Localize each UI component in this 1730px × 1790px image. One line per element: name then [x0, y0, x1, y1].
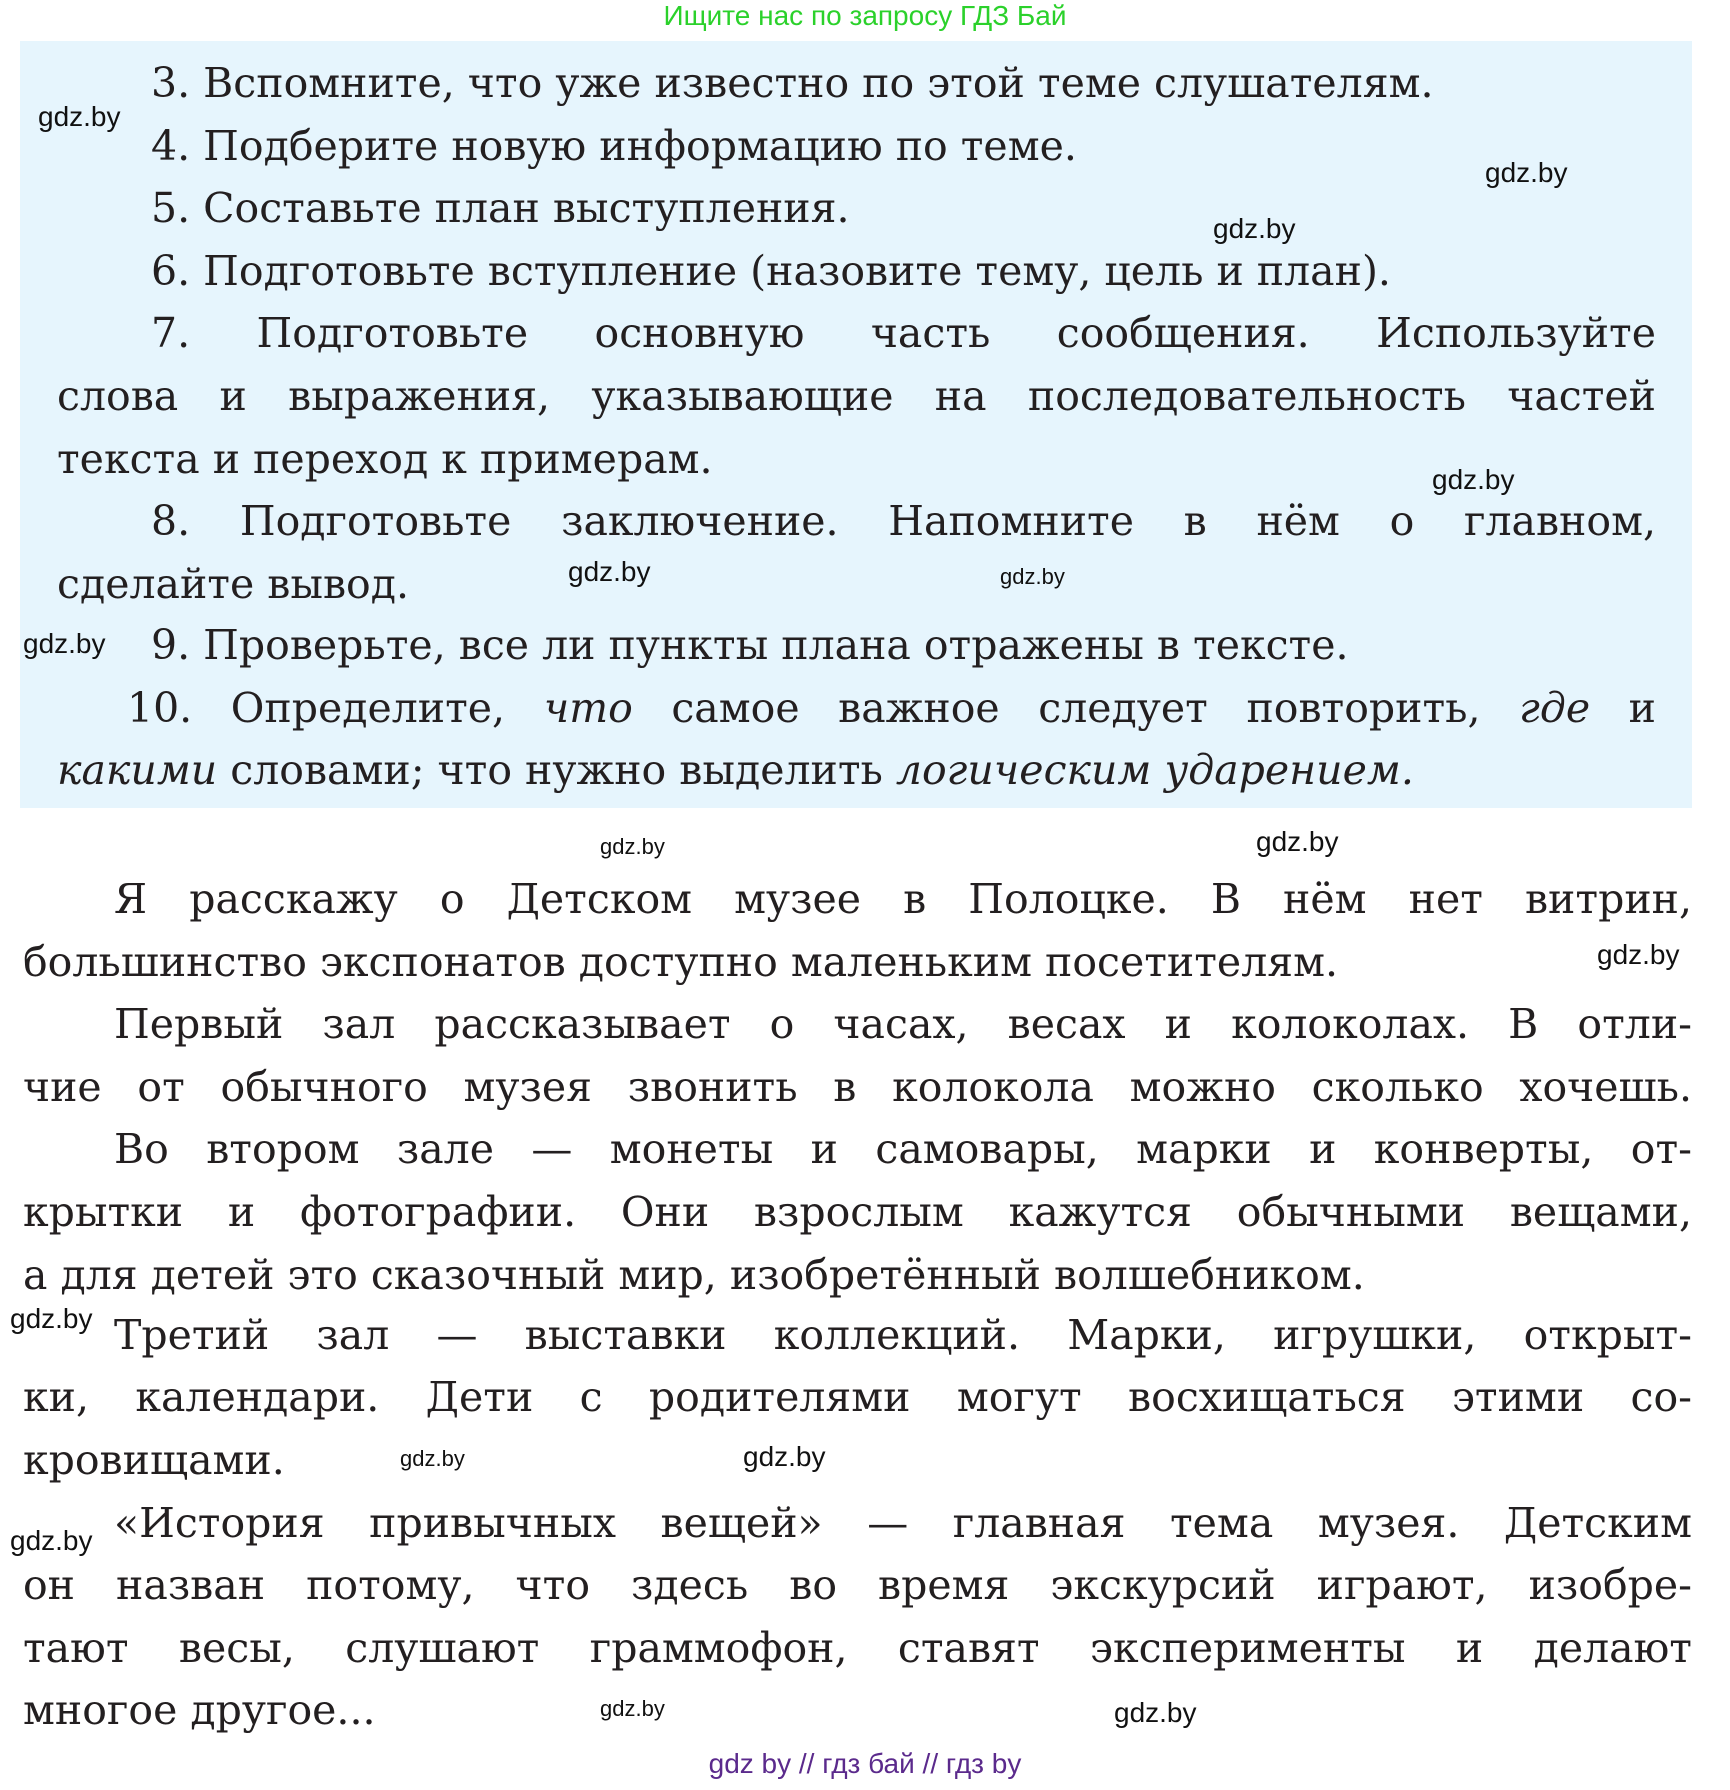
text-segment: 10. Определите,	[127, 684, 544, 732]
watermark: gdz.by	[1485, 157, 1568, 188]
emphasis-text: что	[543, 684, 633, 732]
text-segment: он назван потому, что здесь во время экскурсий играют, изобре-	[23, 1561, 1692, 1609]
text-segment: 4. Подберите новую информацию по теме.	[151, 122, 1077, 170]
box-text-line	[57, 745, 1414, 795]
text-segment: большинство экспонатов доступно маленьким посетителям.	[23, 938, 1339, 986]
watermark: gdz.by	[568, 556, 651, 587]
text-segment: а для детей это сказочный мир, изобретённый волшебником.	[23, 1251, 1365, 1299]
emphasis-text: какими	[57, 746, 218, 794]
watermark: gdz.by	[10, 1525, 93, 1556]
box-text-line	[151, 496, 1656, 546]
watermark: gdz.by	[1000, 564, 1065, 589]
text-segment: 6. Подготовьте вступление (назовите тему, цель и план).	[151, 247, 1391, 295]
watermark: gdz.by	[743, 1441, 826, 1472]
text-segment: самое важное следует повторить,	[632, 684, 1520, 732]
text-segment: Третий зал — выставки коллекций. Марки, игрушки, открыт-	[114, 1311, 1692, 1359]
body-text-line	[114, 1498, 1692, 1548]
text-segment: текста и переход к примерам.	[57, 435, 713, 483]
watermark: gdz.by	[1114, 1697, 1197, 1728]
watermark: gdz.by	[400, 1446, 465, 1471]
body-text-line	[23, 1623, 1692, 1673]
text-segment: «История привычных вещей» — главная тема музея. Детским	[114, 1499, 1692, 1547]
watermark: gdz.by	[600, 1696, 665, 1721]
body-text-line	[114, 874, 1692, 924]
box-text-line	[151, 183, 850, 233]
body-text-line	[23, 1685, 376, 1735]
text-segment: Первый зал рассказывает о часах, весах и колоколах. В отли-	[114, 1000, 1692, 1048]
text-segment: крытки и фотографии. Они взрослым кажутся обычными вещами,	[23, 1188, 1692, 1236]
box-text-line	[127, 683, 1656, 733]
box-text-line	[151, 58, 1434, 108]
text-segment: чие от обычного музея звонить в колокола можно сколько хочешь.	[23, 1063, 1692, 1111]
watermark: gdz.by	[10, 1303, 93, 1334]
text-segment: сделайте вывод.	[57, 560, 410, 608]
box-text-line	[151, 121, 1077, 171]
body-text-line	[114, 1310, 1692, 1360]
text-segment: тают весы, слушают граммофон, ставят эксперименты и делают	[23, 1624, 1692, 1672]
watermark: gdz.by	[1432, 464, 1515, 495]
emphasis-text: где	[1519, 684, 1591, 732]
watermark: gdz.by	[1213, 213, 1296, 244]
box-text-line	[151, 620, 1349, 670]
text-segment: 3. Вспомните, что уже известно по этой теме слушателям.	[151, 59, 1434, 107]
text-segment: 9. Проверьте, все ли пункты плана отражены в тексте.	[151, 621, 1349, 669]
text-segment: Во втором зале — монеты и самовары, марки и конверты, от-	[114, 1125, 1692, 1173]
watermark: gdz.by	[1597, 939, 1680, 970]
body-text-line	[114, 999, 1692, 1049]
box-text-line	[57, 434, 713, 484]
box-text-line	[57, 371, 1656, 421]
body-text-line	[23, 1250, 1365, 1300]
watermark: gdz.by	[38, 101, 121, 132]
body-text-line	[23, 937, 1338, 987]
body-text-line	[23, 1187, 1692, 1237]
text-segment: 8. Подготовьте заключение. Напомните в нём о главном,	[151, 497, 1656, 545]
text-segment: Я расскажу о Детском музее в Полоцке. В нём нет витрин,	[114, 875, 1692, 923]
text-segment: многое другое...	[23, 1686, 376, 1734]
box-text-line	[151, 308, 1656, 358]
emphasis-text: логическим ударением.	[895, 746, 1414, 794]
body-text-line	[23, 1435, 285, 1485]
watermark: gdz.by	[600, 834, 665, 859]
text-segment: 7. Подготовьте основную часть сообщения. Используйте	[151, 309, 1656, 357]
text-segment: 5. Составьте план выступления.	[151, 184, 850, 232]
text-segment: ки, календари. Дети с родителями могут восхищаться этими со-	[23, 1373, 1692, 1421]
footer-links: gdz by // гдз бай // гдз by	[708, 1748, 1022, 1779]
box-text-line	[57, 559, 409, 609]
text-segment: и	[1590, 684, 1656, 732]
search-hint-banner: Ищите нас по запросу ГДЗ Бай	[663, 0, 1067, 31]
body-text-line	[23, 1062, 1692, 1112]
text-segment: кровищами.	[23, 1436, 285, 1484]
watermark: gdz.by	[1256, 826, 1339, 857]
body-text-line	[23, 1372, 1692, 1422]
body-text-line	[23, 1560, 1692, 1610]
box-text-line	[151, 246, 1391, 296]
watermark: gdz.by	[23, 628, 106, 659]
text-segment: слова и выражения, указывающие на последовательность частей	[57, 372, 1656, 420]
text-segment: словами; что нужно выделить	[217, 746, 896, 794]
body-text-line	[114, 1124, 1692, 1174]
